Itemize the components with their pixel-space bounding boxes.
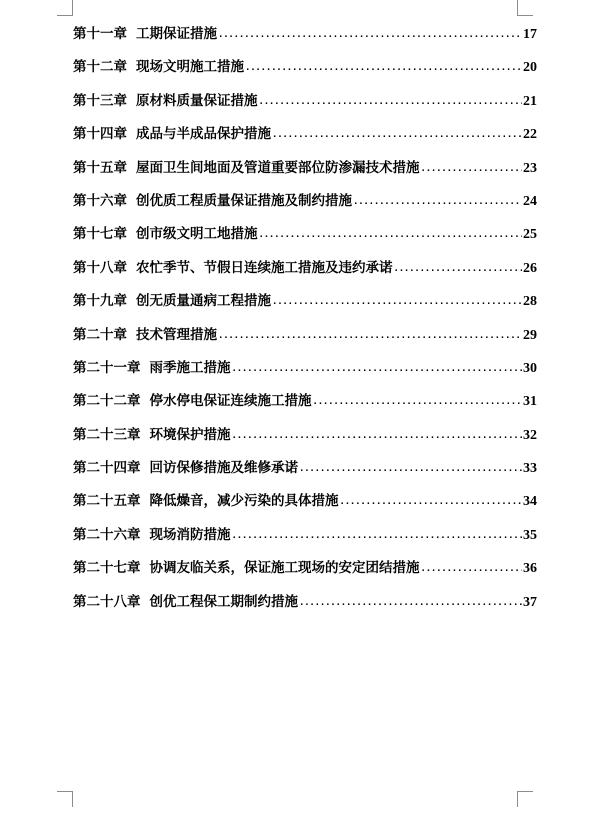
chapter-number: 第二十二章 — [73, 393, 141, 410]
page-number: 36 — [523, 561, 537, 577]
page-number: 34 — [523, 494, 537, 510]
toc-entry[interactable] — [73, 558, 537, 591]
chapter-number: 第二十六章 — [73, 526, 141, 543]
chapter-number: 第十二章 — [73, 59, 127, 76]
dot-leader — [218, 25, 522, 45]
chapter-title: 协调友临关系，保证施工现场的安定团结措施 — [149, 560, 420, 577]
chapter-number: 第十六章 — [73, 192, 127, 209]
page-number: 17 — [523, 27, 537, 42]
chapter-title: 创市级文明工地措施 — [136, 226, 258, 243]
chapter-number: 第十三章 — [73, 92, 127, 109]
chapter-number: 第二十章 — [73, 326, 127, 343]
chapter-number: 第二十一章 — [73, 359, 141, 376]
page-number: 25 — [523, 227, 537, 243]
toc-entry[interactable] — [73, 325, 537, 358]
dot-leader — [232, 359, 523, 379]
page-number: 29 — [523, 327, 537, 343]
dot-leader — [340, 492, 523, 512]
chapter-number: 第二十三章 — [73, 426, 141, 443]
chapter-title: 回访保修措施及维修承诺 — [149, 460, 298, 477]
dot-leader — [421, 159, 523, 179]
toc-entry[interactable] — [73, 391, 537, 424]
page-number: 37 — [523, 594, 537, 610]
toc-entry[interactable] — [73, 191, 537, 224]
dot-leader — [259, 92, 523, 112]
dot-leader — [299, 593, 522, 613]
chapter-title: 技术管理措施 — [136, 326, 217, 343]
chapter-title: 现场消防措施 — [149, 526, 231, 543]
chapter-number: 第十九章 — [73, 293, 127, 310]
crop-mark-bottom-left — [57, 791, 73, 807]
chapter-title: 环境保护措施 — [149, 426, 231, 443]
toc-entry[interactable] — [73, 224, 537, 257]
chapter-number: 第十八章 — [73, 259, 127, 276]
dot-leader — [259, 225, 523, 245]
chapter-title: 创优工程保工期制约措施 — [149, 593, 298, 610]
toc-entry[interactable] — [73, 592, 537, 625]
page-number: 35 — [523, 527, 537, 543]
toc-entry[interactable] — [73, 291, 537, 324]
toc-entry[interactable] — [73, 258, 537, 291]
page-number: 23 — [523, 160, 537, 176]
dot-leader — [232, 526, 523, 546]
dot-leader — [218, 326, 522, 346]
chapter-title: 屋面卫生间地面及管道重要部位防渗漏技术措施 — [136, 159, 420, 176]
crop-mark-top-left — [57, 0, 73, 16]
dot-leader — [353, 192, 522, 212]
chapter-title: 现场文明施工措施 — [136, 59, 244, 76]
dot-leader — [232, 426, 523, 446]
toc-entry[interactable] — [73, 24, 537, 57]
page-number: 31 — [523, 394, 537, 410]
dot-leader — [299, 459, 522, 479]
chapter-number: 第二十五章 — [73, 493, 141, 510]
chapter-title: 停水停电保证连续施工措施 — [149, 393, 312, 410]
page-number: 24 — [523, 193, 537, 209]
chapter-number: 第十四章 — [73, 126, 127, 143]
toc-entry[interactable] — [73, 358, 537, 391]
chapter-title: 雨季施工措施 — [149, 359, 231, 376]
dot-leader — [394, 259, 523, 279]
chapter-title: 原材料质量保证措施 — [136, 92, 258, 109]
chapter-title: 创优质工程质量保证措施及制约措施 — [136, 192, 352, 209]
crop-mark-top-right — [517, 0, 533, 16]
table-of-contents — [73, 24, 537, 625]
toc-entry[interactable] — [73, 91, 537, 124]
chapter-title: 降低燥音，减少污染的具体措施 — [149, 493, 339, 510]
dot-leader — [272, 125, 522, 145]
chapter-title: 工期保证措施 — [136, 26, 217, 42]
chapter-number: 第十一章 — [73, 26, 127, 42]
dot-leader — [313, 392, 523, 412]
chapter-title: 成品与半成品保护措施 — [136, 126, 271, 143]
chapter-number: 第十五章 — [73, 159, 127, 176]
chapter-title: 农忙季节、节假日连续施工措施及违约承诺 — [136, 259, 393, 276]
chapter-number: 第二十七章 — [73, 560, 141, 577]
chapter-number: 第十七章 — [73, 226, 127, 243]
page-number: 26 — [523, 260, 537, 276]
page-number: 32 — [523, 427, 537, 443]
dot-leader — [421, 559, 523, 579]
toc-entry[interactable] — [73, 57, 537, 90]
toc-entry[interactable] — [73, 491, 537, 524]
page-number: 30 — [523, 360, 537, 376]
dot-leader — [272, 292, 522, 312]
page-number: 28 — [523, 294, 537, 310]
chapter-number: 第二十八章 — [73, 593, 141, 610]
page-number: 22 — [523, 127, 537, 143]
dot-leader — [245, 58, 522, 78]
toc-entry[interactable] — [73, 525, 537, 558]
toc-entry[interactable] — [73, 158, 537, 191]
toc-entry[interactable] — [73, 425, 537, 458]
page-number: 33 — [523, 461, 537, 477]
chapter-title: 创无质量通病工程措施 — [136, 293, 271, 310]
chapter-number: 第二十四章 — [73, 460, 141, 477]
toc-entry[interactable] — [73, 124, 537, 157]
page-number: 20 — [523, 60, 537, 76]
toc-entry[interactable] — [73, 458, 537, 491]
crop-mark-bottom-right — [517, 791, 533, 807]
page-number: 21 — [523, 93, 537, 109]
